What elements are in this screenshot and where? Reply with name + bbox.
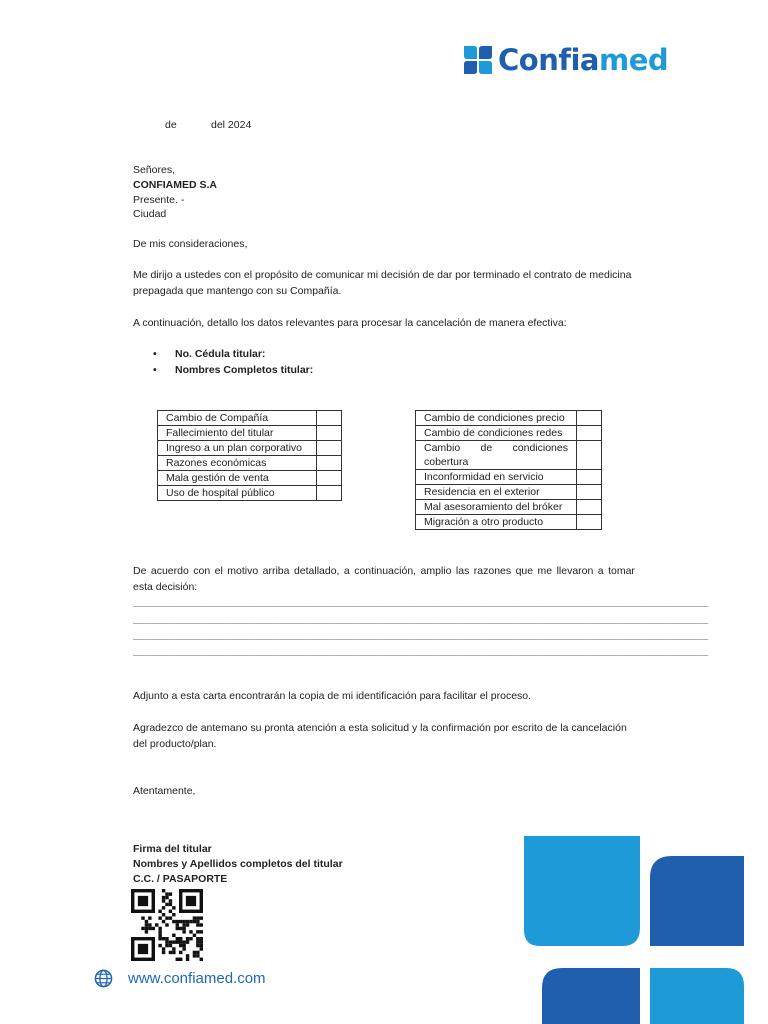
reason-checkbox[interactable] (577, 470, 602, 485)
reason-word: tomar (608, 565, 635, 577)
reasons-table-right (415, 410, 602, 530)
reason-label-line (424, 441, 568, 455)
thanks-paragraph: Agradezco de antemano su pronta atención a esta solicitud y la confirmación por escrito de la cancelación del producto/plan. (133, 722, 627, 750)
table-row (158, 441, 342, 456)
table-row (158, 486, 342, 501)
reason-label: Residencia en el exterior (416, 485, 577, 500)
reason-checkbox[interactable] (577, 515, 602, 530)
reason-word: continuación, (354, 565, 417, 577)
reason-label (416, 441, 577, 470)
reason-word: arriba (262, 565, 290, 577)
reason-word: el (214, 565, 223, 577)
closing: Atentamente, (133, 785, 196, 797)
reason-word: acuerdo (150, 565, 189, 577)
answer-line[interactable]: ______________________________________________________________________________________________ (133, 629, 709, 640)
reason-word: motivo (227, 565, 259, 577)
reason-checkbox[interactable] (317, 486, 342, 501)
attachment-note: Adjunto a esta carta encontrarán la copia de mi identificación para facilitar el proceso. (133, 690, 532, 702)
reason-label: Razones económicas (158, 456, 317, 471)
reason-label: Fallecimiento del titular (158, 426, 317, 441)
brand-name-part2: med (598, 43, 669, 77)
qr-code-icon (131, 889, 203, 961)
date-de: de (165, 119, 177, 131)
reason-word: Cambio (424, 442, 461, 454)
company-name: CONFIAMED S.A (133, 179, 217, 191)
reason-word: de (480, 442, 493, 454)
details-intro: A continuación, detallo los datos relevantes para procesar la cancelación de manera efectiva: (133, 317, 567, 329)
reason-label: Mal asesoramiento del bróker (416, 500, 577, 515)
reason-word: me (537, 565, 553, 577)
decorative-petals-icon (522, 836, 768, 1024)
reason-word: a (597, 565, 604, 577)
signature-line2: Nombres y Apellidos completos del titular (133, 858, 343, 870)
table-row (416, 470, 602, 485)
logo-mark-icon (462, 44, 494, 76)
reason-word: detallado, (293, 565, 340, 577)
reason-checkbox[interactable] (317, 456, 342, 471)
reason-checkbox[interactable] (317, 426, 342, 441)
reason-word: las (455, 565, 470, 577)
table-row (158, 456, 342, 471)
reason-label: Inconformidad en servicio (416, 470, 577, 485)
brand-name (498, 44, 668, 76)
list-item-cedula: • No. Cédula titular: (133, 346, 313, 362)
table-row (416, 515, 602, 530)
reason-word: con (193, 565, 211, 577)
table-row (416, 500, 602, 515)
intro-paragraph: Me dirijo a ustedes con el propósito de comunicar mi decisión de dar por terminado el contrato de medicina prepagada que mantengo con su Compañía. (133, 269, 632, 297)
table-row (158, 426, 342, 441)
reason-checkbox[interactable] (577, 426, 602, 441)
reason-word: que (515, 565, 534, 577)
signature-line3: C.C. / PASAPORTE (133, 873, 228, 885)
reason-checkbox[interactable] (317, 411, 342, 426)
globe-icon (94, 969, 113, 988)
reason-paragraph-line1 (133, 563, 635, 579)
reason-word: De (133, 565, 147, 577)
greeting: De mis consideraciones, (133, 238, 248, 250)
reason-checkbox[interactable] (317, 441, 342, 456)
table-row (416, 411, 602, 426)
reason-label: Uso de hospital público (158, 486, 317, 501)
reason-paragraph-line2: esta decisión: (133, 581, 198, 593)
present-line: Presente. - (133, 194, 185, 206)
brand-name-part1: Confia (498, 43, 599, 77)
table-row (416, 441, 602, 470)
table-row (158, 411, 342, 426)
reason-word: llevaron (556, 565, 594, 577)
reason-checkbox[interactable] (317, 471, 342, 486)
reason-checkbox[interactable] (577, 441, 602, 470)
table-row (416, 426, 602, 441)
reason-checkbox[interactable] (577, 500, 602, 515)
reason-paragraph (133, 563, 635, 595)
salutation: Señores, (133, 164, 176, 176)
footer-website[interactable] (94, 969, 266, 988)
table-row (158, 471, 342, 486)
reason-word: condiciones (512, 442, 568, 454)
date-year: del 2024 (211, 119, 252, 131)
answer-line[interactable]: ______________________________________________________________________________________________ (133, 613, 709, 624)
reason-checkbox[interactable] (577, 411, 602, 426)
reason-label: Ingreso a un plan corporativo (158, 441, 317, 456)
answer-line[interactable]: ______________________________________________________________________________________________ (133, 645, 709, 656)
reason-label: Cambio de condiciones precio (416, 411, 577, 426)
website-link[interactable]: www.confiamed.com (128, 970, 266, 987)
city-line: Ciudad (133, 208, 167, 220)
reason-label-line2: cobertura (424, 456, 469, 468)
reasons-table-left (157, 410, 342, 501)
reason-label: Mala gestión de venta (158, 471, 317, 486)
reason-word: a (343, 565, 350, 577)
list-item-nombres: • Nombres Completos titular: (133, 362, 313, 378)
answer-line[interactable]: ______________________________________________________________________________________________ (133, 596, 709, 607)
signature-line1: Firma del titular (133, 843, 212, 855)
bullet-list (133, 346, 313, 378)
reason-word: amplio (420, 565, 452, 577)
reason-word: razones (473, 565, 512, 577)
reason-label: Cambio de condiciones redes (416, 426, 577, 441)
reason-checkbox[interactable] (577, 485, 602, 500)
reason-label: Migración a otro producto (416, 515, 577, 530)
brand-logo (462, 44, 668, 76)
table-row (416, 485, 602, 500)
reason-label: Cambio de Compañía (158, 411, 317, 426)
